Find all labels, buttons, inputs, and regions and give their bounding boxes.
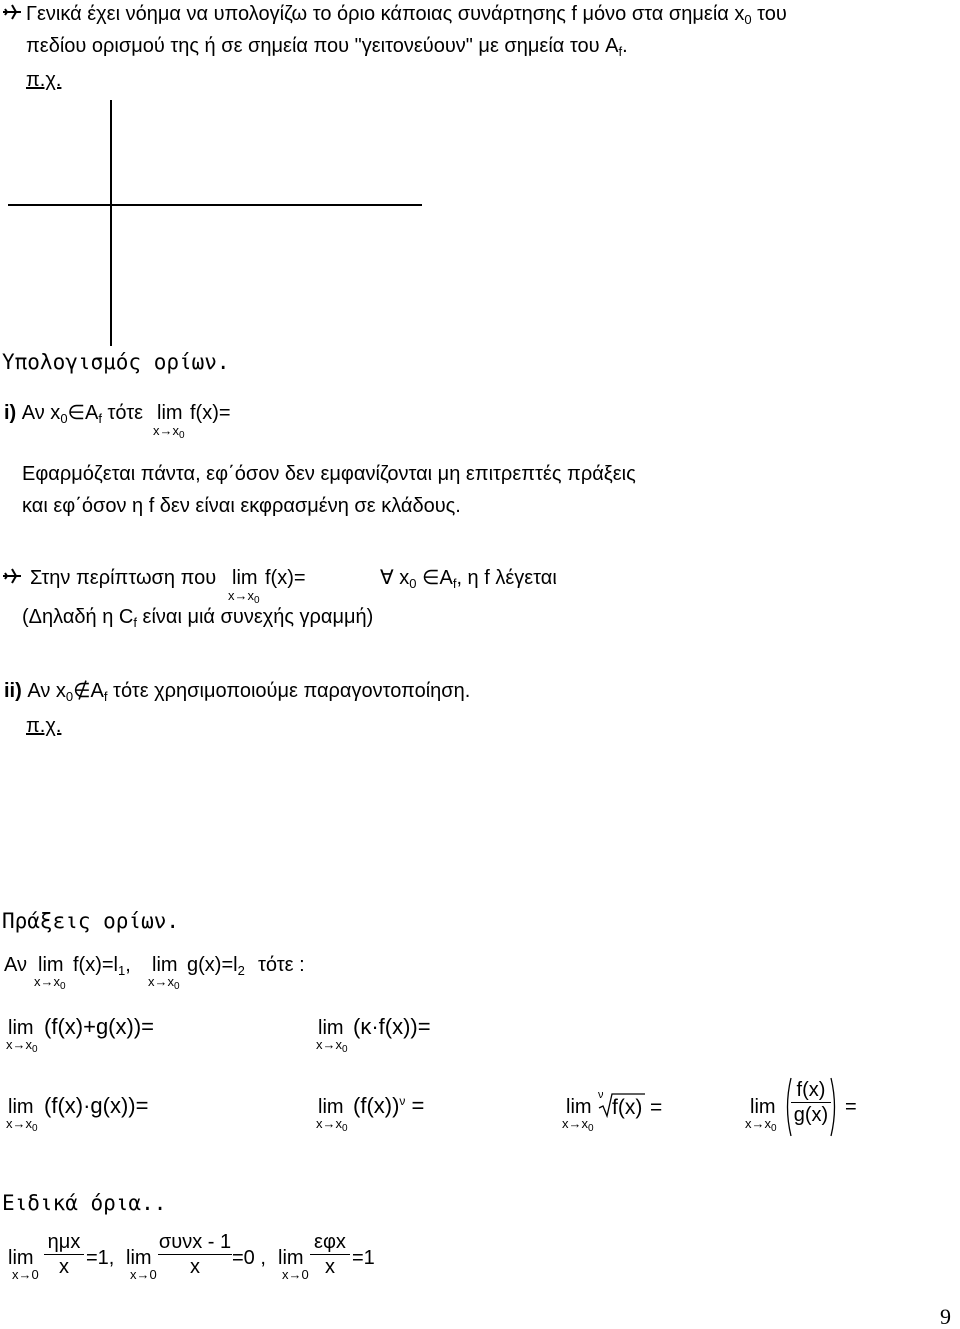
continuity-expression: f(x)= <box>265 567 306 589</box>
lim-subscript: $x\to x_0$ <box>562 1116 594 1134</box>
power-expression: $(f(x))^\nu$ = <box>353 1093 425 1118</box>
product-expression: (f(x)·g(x))= <box>44 1093 149 1118</box>
airplane-icon <box>2 566 22 586</box>
lim-subscript: x→0 <box>282 1267 309 1282</box>
root-index: ν <box>598 1089 604 1101</box>
quotient-equals: = <box>845 1096 857 1118</box>
intro-line-1: Γενικά έχει νόημα να υπολογίζω το όριο κάποιας συνάρτησης f μόνο στα σημεία $x_0$ του <box>26 3 787 27</box>
lim-subscript: $x\to x_0$ <box>34 974 66 992</box>
lim-subscript: $x\to x_0$ <box>6 1037 38 1055</box>
quotient-fraction: f(x) g(x) <box>791 1080 831 1125</box>
lim-quotient: lim <box>750 1096 776 1118</box>
apply-line-1: Εφαρμόζεται πάντα, εφ΄όσον δεν εμφανίζονται μη επιτρεπτές πράξεις <box>22 463 636 485</box>
lim-scalar: lim <box>318 1017 344 1039</box>
example-label: π.χ. <box>26 69 62 91</box>
special-equals-2: =0 , <box>232 1247 266 1269</box>
lim-subscript: $x\to x_0$ <box>148 974 180 992</box>
case-ii-line: ii) Αν $x_0\notin A_f$ τότε χρησιμοποιούμε παραγοντοποίηση. <box>4 680 471 704</box>
section-title-limits: Υπολογισμός ορίων. <box>2 350 230 374</box>
continuity-condition: ∀ $x_0$ $\in A_f$, η f λέγεται <box>380 567 557 591</box>
special-equals-1: =1, <box>86 1247 115 1269</box>
case-i-expression: f(x)= <box>190 402 231 424</box>
continuity-text: Στην περίπτωση που <box>30 567 217 589</box>
case-i-line: i) Αν $x_0\in A_f$ τότε <box>4 402 144 426</box>
lim-subscript: x→0 <box>130 1267 157 1282</box>
lim-special-2: lim <box>126 1247 152 1269</box>
lim-intro-g: lim <box>152 954 178 976</box>
continuity-note: (Δηλαδή η $C_f$ είναι μιά συνεχής γραμμή) <box>22 606 374 630</box>
lim-subscript: x→0 <box>12 1267 39 1282</box>
special-fraction-1: ημx x <box>44 1232 84 1277</box>
lim-product: lim <box>8 1096 34 1118</box>
ops-intro-then: τότε : <box>258 954 305 976</box>
intro-line-2: πεδίου ορισμού της ή σε σημεία που "γειτονεύουν" με σημεία του $A_f$. <box>26 35 628 59</box>
lim-special-1: lim <box>8 1247 34 1269</box>
lim-subscript: $x\to x_0$ <box>316 1116 348 1134</box>
lim-subscript: $x\to x_0$ <box>228 588 260 606</box>
root-equals: = <box>650 1096 663 1119</box>
section-title-special-limits: Ειδικά όρια.. <box>2 1191 167 1215</box>
special-fraction-3: εφx x <box>310 1232 350 1277</box>
example-label: π.χ. <box>26 715 62 737</box>
scalar-expression: (κ·f(x))= <box>353 1014 431 1039</box>
sum-expression: (f(x)+g(x))= <box>44 1014 154 1039</box>
lim-subscript: $x\to x_0$ <box>153 423 185 441</box>
special-equals-3: =1 <box>352 1247 375 1269</box>
page-number: 9 <box>940 1304 951 1329</box>
lim-subscript: $x\to x_0$ <box>6 1116 38 1134</box>
special-fraction-2: συνx - 1 x <box>158 1231 232 1278</box>
lim-root: lim <box>566 1096 592 1118</box>
lim-subscript: $x\to x_0$ <box>316 1037 348 1055</box>
lim-power: lim <box>318 1096 344 1118</box>
lim-sum: lim <box>8 1017 34 1039</box>
section-title-operations: Πράξεις ορίων. <box>2 909 180 933</box>
lim-subscript: $x\to x_0$ <box>745 1116 777 1134</box>
lim-intro-f: lim <box>38 954 64 976</box>
ops-intro-prefix: Αν <box>4 954 27 976</box>
ops-intro-g: $g(x)=l_2$ <box>187 954 245 978</box>
apply-line-2: και εφ΄όσον η f δεν είναι εκφρασμένη σε κλάδους. <box>22 495 461 517</box>
ops-intro-f: $f(x)=l_1$, <box>73 954 131 978</box>
lim-special-3: lim <box>278 1247 304 1269</box>
root-body: f(x) <box>612 1096 643 1119</box>
airplane-icon <box>2 2 22 22</box>
coordinate-axes <box>5 98 425 348</box>
lim-continuity: lim <box>232 567 258 589</box>
lim-case-i: lim <box>157 402 183 424</box>
